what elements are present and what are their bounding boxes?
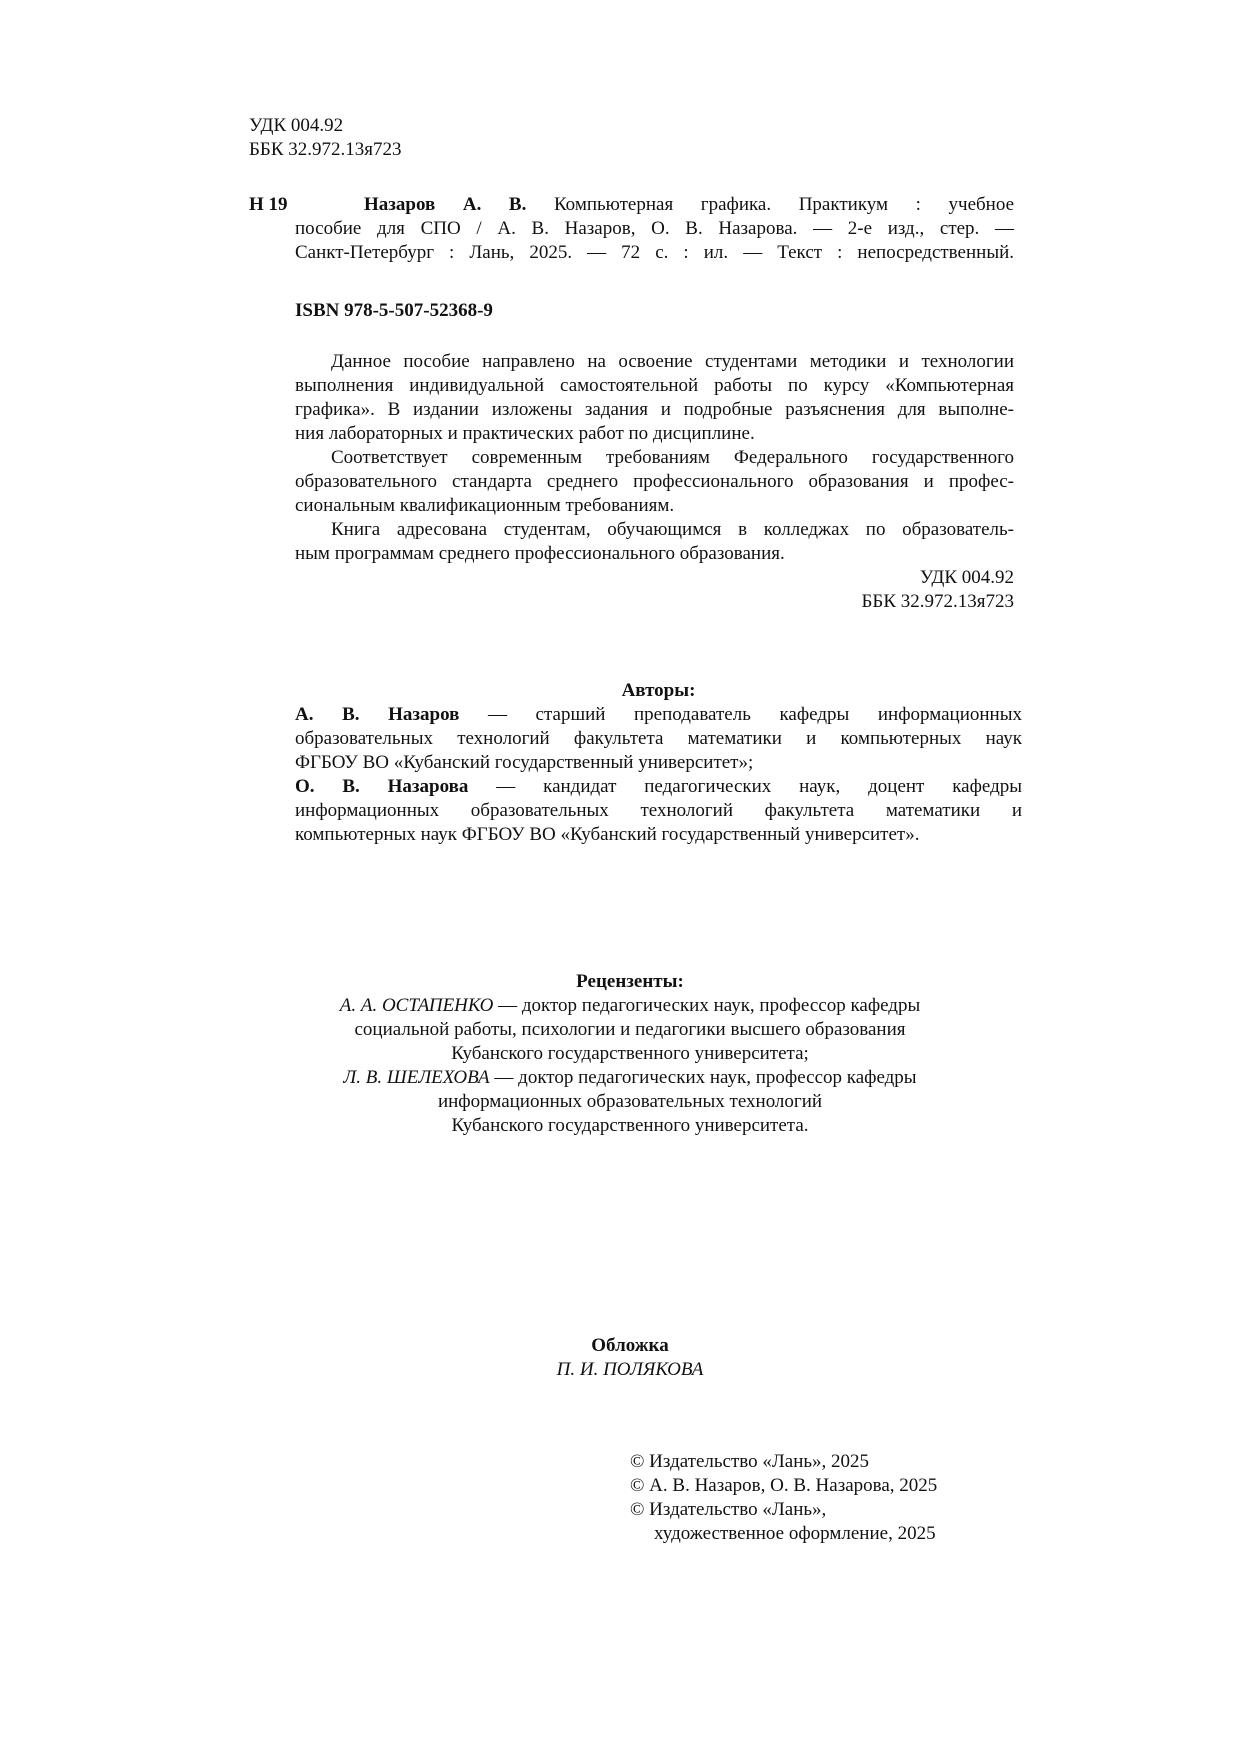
- copyright-section: [630, 1450, 1050, 1546]
- author-mark: Н 19: [249, 194, 288, 215]
- reviewer-2-line-3: Кубанского государственного университета.: [451, 1115, 809, 1136]
- abstract-p2-line-2: образовательного стандарта среднего профессионального образования и профес-: [295, 471, 1014, 492]
- author-1-line-3: ФГБОУ ВО «Кубанский государственный университет»;: [295, 752, 754, 773]
- author-2-line-2: информационных образовательных технологий факультета математики и: [295, 800, 1022, 821]
- abstract-p1-line-1: Данное пособие направлено на освоение студентами методики и технологии: [331, 351, 1014, 372]
- author-2-line-3: компьютерных наук ФГБОУ ВО «Кубанский государственный университет».: [295, 824, 920, 845]
- reviewers-heading: Рецензенты:: [576, 971, 684, 992]
- copyright-3: © Издательство «Лань»,: [630, 1499, 827, 1520]
- abstract-bbk: ББК 32.972.13я723: [861, 591, 1014, 612]
- entry-line-1: Назаров А. В. Компьютерная графика. Практикум : учебное: [364, 194, 1015, 215]
- isbn: ISBN 978-5-507-52368-9: [295, 300, 493, 321]
- reviewer-1-line-1: А. А. ОСТАПЕНКО — доктор педагогических наук, профессор кафедры: [339, 995, 921, 1016]
- cover-heading: Обложка: [591, 1335, 669, 1356]
- header-bbk: ББК 32.972.13я723: [249, 139, 402, 160]
- reviewer-2-line-1: Л. В. ШЕЛЕХОВА — доктор педагогических наук, профессор кафедры: [343, 1067, 917, 1088]
- author-1-name: А. В. Назаров: [295, 704, 460, 725]
- author-1-line-2: образовательных технологий факультета математики и компьютерных наук: [295, 728, 1022, 749]
- author-2-name: О. В. Назарова: [295, 776, 469, 797]
- reviewers-section: [240, 970, 1020, 1138]
- abstract-p2-line-1: Соответствует современным требованиям Федерального государственного: [331, 447, 1014, 468]
- reviewer-1-line-2: социальной работы, психологии и педагогики высшего образования: [354, 1019, 906, 1040]
- cover-designer: П. И. ПОЛЯКОВА: [556, 1359, 704, 1380]
- copyright-2: © А. В. Назаров, О. В. Назарова, 2025: [630, 1475, 938, 1496]
- reviewer-2-name: Л. В. ШЕЛЕХОВА: [343, 1067, 490, 1088]
- header-codes: [249, 114, 549, 162]
- authors-section: [295, 679, 1022, 847]
- entry-line-3: Санкт-Петербург : Лань, 2025. — 72 с. : ил. — Текст : непосредственный.: [295, 242, 1014, 263]
- author-1-line-1: А. В. Назаров — старший преподаватель кафедры информационных: [295, 704, 1022, 725]
- abstract-udk: УДК 004.92: [919, 567, 1014, 588]
- bibliographic-entry: [295, 193, 1014, 265]
- reviewer-1-name: А. А. ОСТАПЕНКО: [339, 995, 494, 1016]
- entry-line-2: пособие для СПО / А. В. Назаров, О. В. Назарова. — 2-е изд., стер. —: [295, 218, 1014, 239]
- header-udk: УДК 004.92: [249, 115, 344, 136]
- reviewer-2-line-2: информационных образовательных технологий: [437, 1091, 823, 1112]
- copyright-3-continued: художественное оформление, 2025: [654, 1523, 936, 1544]
- abstract-p2-line-3: сиональным квалификационным требованиям.: [295, 495, 675, 516]
- abstract-p3-line-2: ным программам среднего профессионального образования.: [295, 543, 785, 564]
- abstract-p1-line-2: выполнения индивидуальной самостоятельной работы по курсу «Компьютерная: [295, 375, 1014, 396]
- copyright-1: © Издательство «Лань», 2025: [630, 1451, 870, 1472]
- authors-heading: Авторы:: [621, 680, 696, 701]
- abstract-p3-line-1: Книга адресована студентам, обучающимся в колледжах по образователь-: [331, 519, 1014, 540]
- entry-author: Назаров А. В.: [364, 194, 527, 215]
- abstract-p1-line-3: графика». В издании изложены задания и подробные разъяснения для выполне-: [295, 399, 1014, 420]
- abstract: [295, 350, 1014, 614]
- author-2-line-1: О. В. Назарова — кандидат педагогических наук, доцент кафедры: [295, 776, 1022, 797]
- cover-section: [440, 1334, 820, 1382]
- reviewer-1-line-3: Кубанского государственного университета;: [451, 1043, 809, 1064]
- abstract-p1-line-4: ния лабораторных и практических работ по дисциплине.: [295, 423, 755, 444]
